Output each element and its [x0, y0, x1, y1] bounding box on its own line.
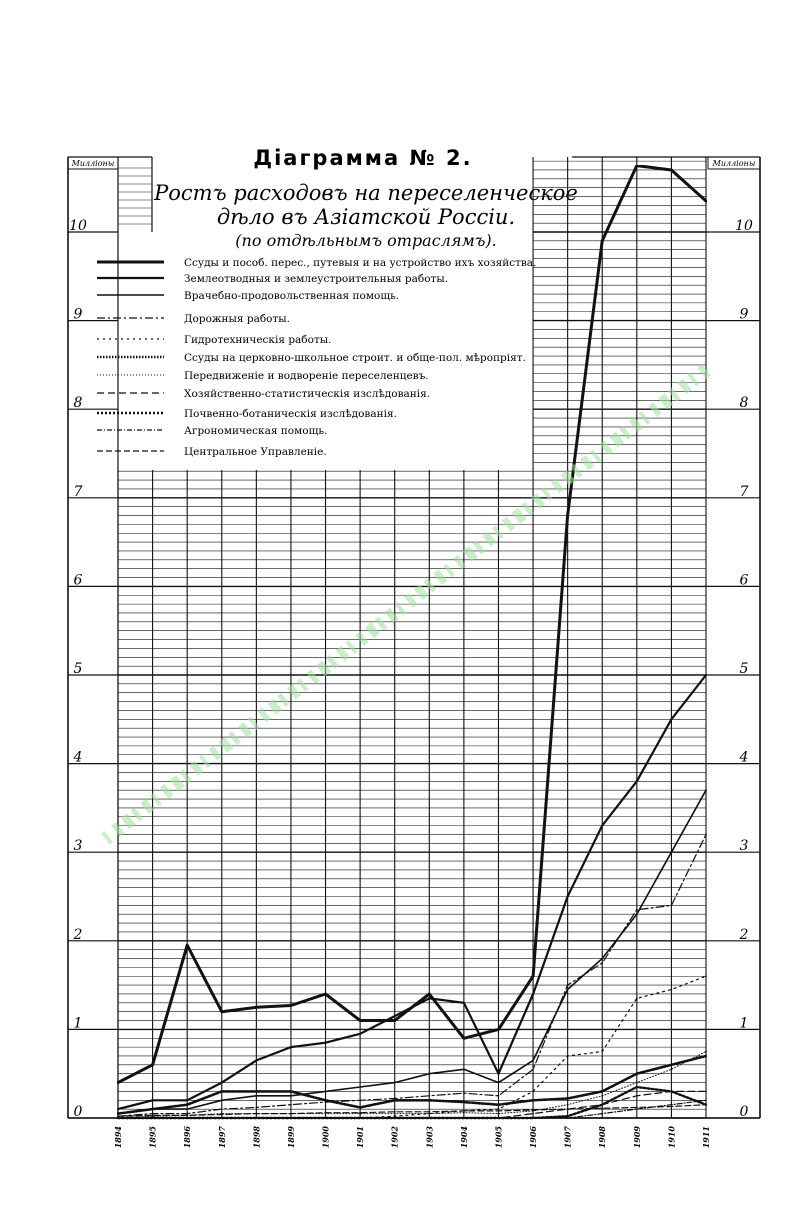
y-tick-label-right: 2 — [739, 926, 749, 943]
data-point — [255, 1106, 257, 1108]
chart-note: (по отдѣльнымъ отраслямъ). — [235, 231, 497, 250]
legend-label: Землеотводныя и землеустроительныя работы. — [184, 273, 449, 285]
x-tick-label: 1901 — [355, 1126, 366, 1149]
data-point — [186, 1099, 188, 1101]
stamp-mark — [609, 432, 624, 448]
data-point — [394, 1099, 396, 1101]
legend-label: Гидротехническія работы. — [184, 334, 332, 346]
data-point — [117, 1115, 119, 1117]
stamp-mark — [668, 388, 681, 402]
y-tick-label-left: 7 — [73, 483, 83, 500]
data-point — [498, 1095, 500, 1097]
data-point — [325, 993, 327, 995]
data-point — [671, 1064, 673, 1066]
data-point — [601, 962, 603, 964]
data-point — [601, 958, 603, 960]
data-point — [498, 1110, 500, 1112]
data-point — [428, 1073, 430, 1075]
data-point — [567, 1117, 569, 1119]
y-axis-unit-right: Милліоны — [712, 159, 756, 168]
data-point — [359, 1033, 361, 1035]
stamp-mark — [287, 684, 301, 699]
data-point — [498, 1113, 500, 1115]
data-point — [325, 1112, 327, 1114]
y-tick-label-right: 1 — [739, 1015, 749, 1032]
series-layer — [117, 165, 707, 1119]
data-point — [671, 1068, 673, 1070]
data-point — [671, 1104, 673, 1106]
x-tick-label: 1905 — [493, 1126, 504, 1149]
legend-label: Ссуды на церковно-школьное строит. и обще-пол. мѣропріят. — [184, 352, 526, 364]
x-tick-label: 1904 — [458, 1126, 469, 1149]
data-point — [117, 1113, 119, 1115]
stamp-mark — [619, 426, 632, 440]
data-point — [463, 1101, 465, 1103]
stamp-mark — [131, 807, 144, 821]
data-point — [636, 909, 638, 911]
x-tick-label: 1896 — [182, 1126, 193, 1149]
stamp-mark — [629, 417, 643, 432]
y-tick-label-right: 5 — [739, 661, 749, 677]
y-tick-label-left: 10 — [69, 218, 87, 234]
series-line — [118, 675, 706, 1109]
stamp-mark — [551, 479, 564, 494]
data-point — [601, 1104, 603, 1106]
data-point — [290, 1091, 292, 1093]
data-point — [636, 1082, 638, 1084]
data-point — [221, 1117, 223, 1119]
x-tick-label: 1911 — [701, 1126, 711, 1149]
data-point — [186, 1117, 188, 1119]
data-point — [255, 1117, 257, 1119]
data-point — [290, 1117, 292, 1119]
data-point — [532, 975, 534, 977]
data-point — [567, 1098, 569, 1100]
data-point — [671, 989, 673, 991]
data-point — [705, 1091, 707, 1093]
stamp-mark — [150, 793, 162, 806]
stamp-mark — [385, 608, 399, 623]
data-point — [394, 1113, 396, 1115]
data-point — [221, 1091, 223, 1093]
data-point — [671, 1106, 673, 1108]
data-point — [290, 1113, 292, 1115]
data-point — [428, 1117, 430, 1119]
data-point — [567, 896, 569, 898]
data-point — [636, 1095, 638, 1097]
data-point — [567, 515, 569, 517]
stamp-mark — [541, 487, 553, 500]
stamp-mark — [512, 508, 527, 524]
x-tick-label: 1895 — [147, 1126, 158, 1149]
chart-subtitle-line: Ростъ расходовъ на переселенческое — [154, 181, 578, 205]
stamp-mark — [277, 693, 290, 707]
data-point — [532, 1091, 534, 1093]
data-point — [705, 1055, 707, 1057]
legend-label: Почвенно-ботаническія изслѣдованія. — [184, 408, 397, 420]
data-point — [117, 1117, 119, 1119]
data-point — [290, 1104, 292, 1106]
stamp-mark — [316, 661, 331, 677]
data-point — [117, 1082, 119, 1084]
x-tick-label: 1898 — [251, 1126, 262, 1149]
data-point — [463, 1037, 465, 1039]
data-point — [394, 1117, 396, 1119]
data-point — [428, 997, 430, 999]
data-point — [636, 1106, 638, 1108]
y-tick-label-left: 3 — [73, 838, 83, 855]
x-tick-label: 1903 — [424, 1126, 435, 1149]
stamp-mark — [306, 669, 319, 684]
data-point — [567, 1104, 569, 1106]
data-point — [532, 1068, 534, 1070]
data-point — [532, 1099, 534, 1101]
stamp-mark — [199, 755, 211, 768]
stamp-mark — [688, 373, 700, 386]
data-point — [152, 1114, 154, 1116]
data-point — [636, 1073, 638, 1075]
y-tick-label-left: 9 — [73, 306, 83, 323]
data-point — [186, 1113, 188, 1115]
data-point — [705, 975, 707, 977]
data-point — [705, 1099, 707, 1101]
x-tick-label: 1897 — [216, 1126, 227, 1149]
data-point — [498, 1029, 500, 1031]
data-point — [152, 1117, 154, 1119]
data-point — [636, 1108, 638, 1110]
data-point — [705, 1104, 707, 1106]
stamp-mark — [258, 708, 271, 723]
legend-label: Хозяйственно-статистическія изслѣдованія. — [184, 388, 431, 400]
stamp-mark — [228, 731, 241, 745]
data-point — [636, 913, 638, 915]
stamp-mark — [424, 578, 437, 592]
data-point — [359, 1117, 361, 1119]
x-tick-label: 1909 — [631, 1126, 642, 1149]
legend-label: Центральное Управленіе. — [184, 446, 327, 458]
data-point — [498, 1108, 500, 1110]
data-point — [394, 1082, 396, 1084]
data-point — [532, 993, 534, 995]
data-point — [705, 200, 707, 202]
data-point — [498, 1104, 500, 1106]
x-tick-label: 1908 — [597, 1126, 608, 1149]
stamp-mark — [189, 760, 203, 775]
stamp-mark — [219, 737, 234, 753]
data-point — [428, 993, 430, 995]
data-point — [221, 1114, 223, 1116]
data-point — [325, 1091, 327, 1093]
data-point — [394, 1015, 396, 1017]
data-point — [290, 1046, 292, 1048]
y-tick-label-right: 7 — [739, 483, 749, 500]
data-point — [532, 1113, 534, 1115]
data-point — [463, 1068, 465, 1070]
stamp-mark — [121, 813, 136, 829]
data-point — [186, 944, 188, 946]
stamp-mark — [482, 531, 496, 546]
data-point — [705, 834, 707, 836]
y-tick-label-right: 4 — [739, 749, 749, 766]
data-point — [290, 1005, 292, 1007]
data-point — [463, 1002, 465, 1004]
stamp-mark — [521, 502, 534, 516]
data-point — [671, 718, 673, 720]
stamp-mark — [355, 631, 368, 646]
x-tick-label: 1900 — [320, 1126, 331, 1149]
data-point — [636, 780, 638, 782]
data-point — [601, 1095, 603, 1097]
legend-label: Передвиженіе и водвореніе переселенцевъ. — [184, 370, 429, 382]
y-tick-label-left: 5 — [73, 661, 83, 677]
x-tick-label: 1906 — [528, 1126, 539, 1149]
y-tick-label-left: 0 — [73, 1104, 83, 1120]
data-point — [221, 1011, 223, 1013]
data-point — [359, 1020, 361, 1022]
data-point — [601, 1107, 603, 1109]
legend-label: Врачебно-продовольственная помощь. — [184, 290, 400, 302]
stamp-mark — [590, 449, 602, 462]
data-point — [152, 1108, 154, 1110]
data-point — [186, 1104, 188, 1106]
data-point — [428, 1113, 430, 1115]
stamp-mark — [267, 699, 282, 715]
data-point — [567, 989, 569, 991]
y-tick-label-left: 4 — [73, 749, 83, 766]
data-point — [601, 1051, 603, 1053]
stamp-mark — [209, 746, 222, 761]
data-point — [705, 674, 707, 676]
stamp-mark — [697, 364, 710, 379]
data-point — [255, 1060, 257, 1062]
data-point — [705, 789, 707, 791]
stamp-mark — [160, 784, 173, 799]
x-tick-label: 1899 — [285, 1126, 296, 1149]
data-point — [428, 1095, 430, 1097]
data-point — [221, 1099, 223, 1101]
data-point — [359, 1099, 361, 1101]
data-point — [428, 1099, 430, 1101]
x-tick-label: 1894 — [113, 1126, 123, 1149]
y-axis-unit-left: Милліоны — [71, 159, 115, 168]
data-point — [463, 1112, 465, 1114]
data-point — [705, 1051, 707, 1053]
stamp-mark — [433, 570, 447, 585]
chart-subtitle-line: дѣло въ Азіатской Россіи. — [216, 205, 516, 229]
legend-label: Ссуды и пособ. перес., путевыя и на устройство ихъ хозяйства. — [184, 257, 537, 269]
data-point — [636, 997, 638, 999]
titles — [153, 146, 578, 250]
legend — [97, 257, 536, 458]
stamp-mark — [326, 655, 339, 669]
data-point — [359, 1086, 361, 1088]
data-point — [601, 240, 603, 242]
data-point — [601, 1113, 603, 1115]
data-point — [498, 1073, 500, 1075]
data-point — [567, 1115, 569, 1117]
y-tick-label-left: 2 — [73, 926, 83, 943]
stamp-mark — [101, 831, 113, 844]
data-point — [117, 1108, 119, 1110]
data-point — [601, 1091, 603, 1093]
data-point — [532, 1060, 534, 1062]
data-point — [532, 1109, 534, 1111]
data-point — [532, 1117, 534, 1119]
data-point — [325, 1117, 327, 1119]
x-tick-label: 1910 — [666, 1126, 677, 1149]
y-tick-label-right: 6 — [739, 572, 749, 589]
y-tick-label-left: 8 — [73, 395, 83, 412]
stamp-mark — [297, 678, 309, 691]
data-point — [567, 1108, 569, 1110]
data-point — [255, 1095, 257, 1097]
data-point — [186, 1108, 188, 1110]
y-tick-label-left: 1 — [73, 1015, 83, 1032]
data-point — [567, 1055, 569, 1057]
chart-title: Діаграмма № 2. — [253, 146, 473, 170]
data-point — [671, 1091, 673, 1093]
data-point — [152, 1064, 154, 1066]
data-point — [186, 1114, 188, 1116]
stamp-mark — [443, 564, 455, 577]
data-point — [671, 851, 673, 853]
data-point — [221, 1082, 223, 1084]
y-tick-label-right: 0 — [739, 1104, 749, 1120]
data-point — [601, 825, 603, 827]
data-point — [463, 1117, 465, 1119]
data-point — [152, 1099, 154, 1101]
data-point — [255, 1113, 257, 1115]
y-tick-label-right: 10 — [735, 218, 753, 234]
stamp-mark — [600, 440, 613, 455]
stamp-mark — [238, 722, 252, 737]
stamp-mark — [365, 622, 380, 638]
data-point — [359, 1112, 361, 1114]
data-point — [255, 1006, 257, 1008]
x-tick-label: 1907 — [562, 1126, 573, 1149]
stamp-mark — [170, 775, 185, 791]
data-point — [671, 169, 673, 171]
legend-label: Дорожныя работы. — [184, 313, 291, 325]
y-tick-label-right: 3 — [739, 838, 749, 855]
y-tick-label-right: 9 — [739, 306, 749, 323]
data-point — [359, 1106, 361, 1108]
legend-label: Агрономическая помощь. — [184, 425, 328, 437]
data-point — [255, 1091, 257, 1093]
data-point — [325, 1042, 327, 1044]
stamp-mark — [375, 617, 388, 631]
y-tick-label-right: 8 — [739, 395, 749, 412]
data-point — [671, 904, 673, 906]
data-point — [394, 1020, 396, 1022]
data-point — [498, 1082, 500, 1084]
data-point — [325, 1099, 327, 1101]
data-point — [428, 1111, 430, 1113]
y-tick-label-left: 6 — [73, 572, 83, 589]
data-point — [567, 984, 569, 986]
stamp-mark — [580, 455, 594, 470]
data-point — [463, 1092, 465, 1094]
data-point — [463, 1110, 465, 1112]
x-tick-label: 1902 — [389, 1126, 400, 1149]
data-point — [498, 1117, 500, 1119]
data-point — [636, 1086, 638, 1088]
stamp-mark — [346, 640, 358, 653]
data-point — [290, 1095, 292, 1097]
data-point — [221, 1108, 223, 1110]
data-point — [394, 1111, 396, 1113]
data-point — [152, 1113, 154, 1115]
